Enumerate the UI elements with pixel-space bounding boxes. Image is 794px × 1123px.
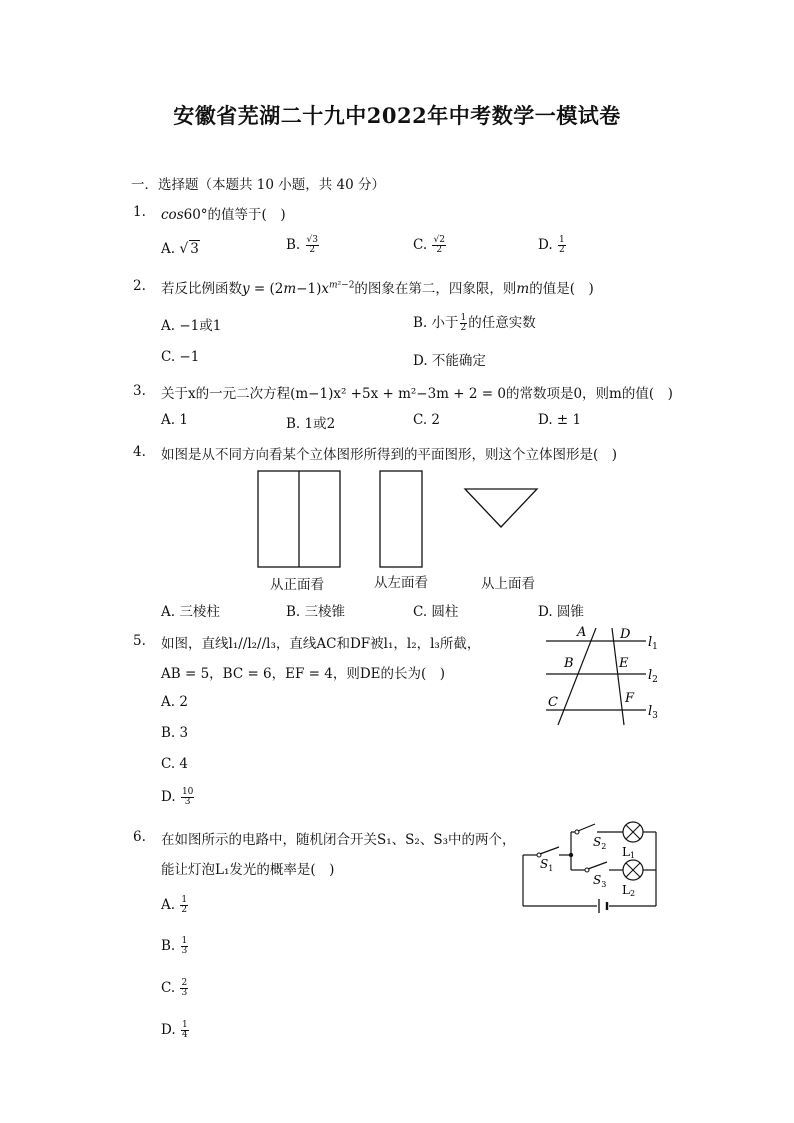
label-b: B — [564, 656, 574, 671]
option-text: 的任意实数 — [468, 315, 536, 331]
option-c: C. $\frac{√2}{2}$ — [413, 235, 445, 255]
option-d: D. 圆锥 — [538, 604, 584, 620]
option-c: C. 圆柱 — [413, 604, 459, 620]
numerator: 10 — [181, 787, 194, 797]
top-view-triangle — [465, 489, 537, 527]
side-view-rect — [380, 471, 422, 567]
option-d — [161, 788, 195, 807]
denominator: 3 — [181, 988, 188, 998]
label-l1: $l_1$ — [648, 635, 658, 652]
option-a: A. 1 — [161, 412, 188, 428]
numerator: 1 — [460, 313, 467, 323]
option-c: C. 4 — [161, 756, 189, 772]
option-label: D. — [161, 1022, 176, 1038]
option-d — [538, 236, 567, 255]
denominator: 3 — [181, 946, 188, 956]
math-var: y — [242, 281, 250, 297]
question-number: 3. — [133, 383, 146, 399]
label-f: F — [625, 691, 635, 706]
caption-front: 从正面看 — [270, 577, 324, 593]
option-label: B. — [286, 237, 301, 253]
label-l2: L2 — [622, 883, 636, 898]
math-text: ²−2 — [337, 280, 355, 291]
label-l2: $l_2$ — [648, 668, 658, 685]
option-c — [161, 979, 189, 998]
option-label: D. — [538, 237, 553, 253]
option-b — [413, 311, 536, 333]
switch-s2-blade — [578, 824, 595, 831]
option-a: A. 三棱柱 — [161, 604, 220, 620]
question-stem-line1: 如图，直线l₁//l₂//l₃，直线AC和DF被l₁，l₂，l₃所截， — [161, 636, 481, 652]
caption-left: 从左面看 — [374, 575, 428, 591]
option-text: B. 小于 — [413, 315, 459, 331]
label-c: C — [548, 695, 558, 710]
numerator: 1 — [181, 895, 188, 905]
label-s2: $S_2$ — [593, 835, 607, 851]
stem-text: 的值是( ) — [529, 281, 594, 297]
question-stem-line2: AB = 5，BC = 6，EF = 4，则DE的长为( ) — [161, 666, 446, 682]
option-b: B. 1或2 — [286, 416, 336, 432]
question-stem-line1: 在如图所示的电路中，随机闭合开关S₁、S₂、S₃中的两个， — [161, 832, 516, 848]
label-l1: L1 — [622, 845, 636, 860]
stem-text: 60°的值等于( ) — [183, 207, 286, 223]
question-number: 6. — [133, 829, 146, 845]
circuit-figure — [515, 818, 665, 918]
radicand: 2 — [439, 235, 445, 245]
option-d — [161, 1021, 190, 1040]
option-label: C. — [161, 980, 176, 996]
option-a: A. −1或1 — [161, 318, 222, 334]
math-var: m — [516, 281, 530, 297]
denominator: 4 — [181, 1030, 188, 1040]
question-number: 4. — [133, 444, 146, 460]
question-number: 5. — [133, 633, 146, 649]
denominator: 2 — [436, 245, 443, 255]
math-text: = (2 — [249, 281, 284, 297]
numerator: 2 — [181, 978, 188, 988]
stem-text: 的图象在第二，四象限，则 — [354, 281, 517, 297]
math-var: m — [283, 281, 297, 297]
option-b: B. 3 — [161, 725, 189, 741]
option-b: B. $\frac{√3}{2}$ — [286, 235, 318, 255]
option-a: A. 2 — [161, 694, 188, 710]
option-b: B. 三棱锥 — [286, 604, 346, 620]
label-d: D — [620, 627, 631, 642]
option-a — [161, 896, 189, 915]
option-label: B. — [161, 938, 176, 954]
option-c: C. 2 — [413, 412, 441, 428]
stem-text: 若反比例函数 — [161, 281, 242, 297]
numerator: 1 — [558, 235, 565, 245]
question-stem: 关于x的一元二次方程(m−1)x² +5x + m²−3m + 2 = 0的常数项是0，则m的值( ) — [161, 386, 673, 402]
question-number: 2. — [133, 278, 146, 294]
math-var: m — [329, 280, 338, 291]
question-number: 1. — [133, 204, 146, 220]
three-views-figure — [250, 465, 550, 575]
question-stem-line2: 能让灯泡L₁发光的概率是( ) — [161, 862, 335, 878]
option-label: C. — [413, 237, 428, 253]
label-a: A — [577, 625, 587, 640]
denominator: 2 — [558, 245, 565, 255]
caption-top: 从上面看 — [481, 576, 535, 592]
option-d: D. 不能确定 — [413, 353, 486, 369]
denominator: 3 — [184, 797, 191, 807]
radicand: 3 — [312, 235, 318, 245]
math-cos: cos — [161, 207, 184, 223]
parallel-lines-figure — [540, 622, 670, 732]
section-heading: 一．选择题（本题共 10 小题，共 40 分） — [131, 177, 386, 193]
denominator: 2 — [460, 323, 467, 333]
option-label: A. — [161, 241, 176, 257]
switch-s1-blade — [540, 847, 559, 854]
option-b — [161, 937, 189, 956]
option-d: D. ± 1 — [538, 412, 582, 428]
question-stem — [161, 203, 286, 223]
label-s1: $S_1$ — [540, 857, 554, 873]
option-c: C. −1 — [161, 349, 200, 365]
page-title: 安徽省芜湖二十九中2022年中考数学一模试卷 — [173, 103, 621, 128]
radicand: 3 — [190, 241, 199, 257]
denominator: 2 — [181, 905, 188, 915]
label-e: E — [619, 656, 629, 671]
question-stem: 如图是从不同方向看某个立体图形所得到的平面图形，则这个立体图形是( ) — [161, 447, 618, 463]
label-s3: $S_3$ — [593, 873, 607, 889]
numerator: 1 — [181, 936, 188, 946]
numerator: 1 — [181, 1020, 188, 1030]
math-text: −1) — [296, 281, 322, 297]
option-label: D. — [161, 789, 176, 805]
denominator: 2 — [309, 245, 316, 255]
switch-s3-blade — [588, 862, 607, 869]
option-a: A. √ 3 — [161, 241, 199, 257]
math-var: x — [321, 281, 329, 297]
option-label: A. — [161, 897, 176, 913]
label-l3: $l_3$ — [648, 704, 658, 721]
question-stem — [161, 277, 594, 297]
